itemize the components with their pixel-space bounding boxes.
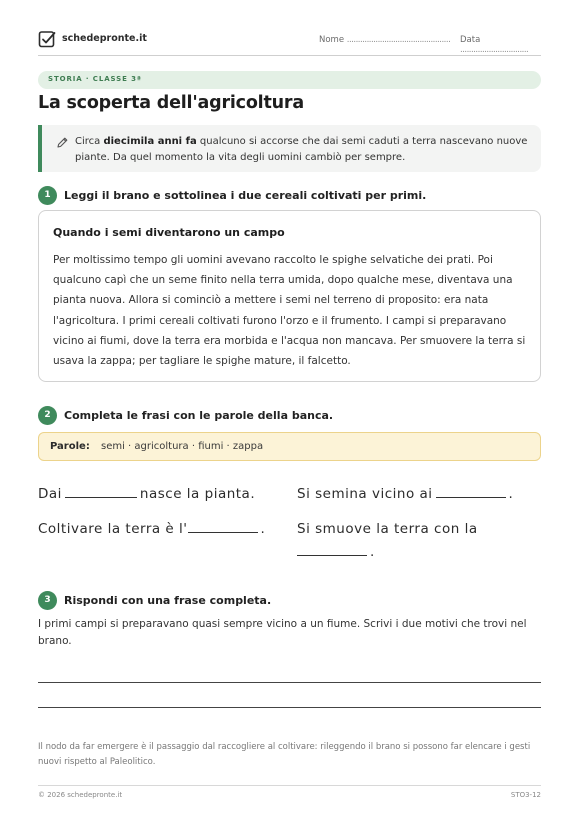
site-name: schedepronte.it [62,33,147,44]
answer-line[interactable] [38,707,541,708]
question-text: I primi campi si preparavano quasi sempre vicino a un fiume. Scrivi i due motivi che trovi nel brano. [38,618,527,647]
step-1-number: 1 [38,186,57,205]
step-2 [38,406,541,426]
intro-pre: Circa [75,136,104,147]
step-1-label: Leggi il brano e sottolinea i due cereali coltivati per primi. [64,189,427,202]
word-bank-words: semi · agricoltura · fiumi · zappa [101,441,264,452]
word-bank [38,432,541,461]
sentence-3 [38,521,265,537]
sentence-4-cont [297,544,375,560]
checkbox-doc-icon [38,30,56,48]
name-field [319,35,450,45]
sentence-1-pre: Dai [38,486,62,502]
footer-divider [38,785,541,786]
step-1 [38,186,541,206]
sentence-3-pre: Coltivare la terra è l' [38,521,188,537]
sentence-3-post: . [260,521,266,537]
reading-body: Per moltissimo tempo gli uomini avevano raccolto le spighe selvatiche dei prati. Poi qualcuno capì che un seme finito nella terra umida, dopo qualche mese, diventava una pianta nuova. Allora si cominciò a mettere i semi nel terreno di proposito: era nata l'agricoltura. I primi cereali coltivati furono l'orzo e il frumento. I campi si preparavano vicino ai fiumi, dove la terra era morbida e l'acqua non mancava. Per smuovere la terra si usava la zappa; per tagliare le spighe mature, il falcetto. [53,254,526,368]
sentence-1 [38,486,255,502]
name-dots: ............................................... [346,35,451,45]
blank-1[interactable] [65,497,137,498]
sentence-4-post: . [370,544,375,560]
reading-title: Quando i semi diventarono un campo [53,226,285,239]
blank-3[interactable] [188,532,258,533]
step-3-label: Rispondi con una frase completa. [64,594,272,607]
sentence-2 [297,486,513,502]
subject-tag-text: STORIA · CLASSE 3ª [48,75,142,83]
page-title: La scoperta dell'agricoltura [38,93,304,113]
blank-4[interactable] [297,555,367,556]
answer-line[interactable] [38,682,541,683]
date-field [460,35,541,55]
pencil-icon [56,136,69,149]
intro-post: qualcuno si accorse che dai semi caduti a terra nascevano nuove piante. Da quel momento la vita degli uomini cambiò per sempre. [75,136,528,163]
footer-copyright: © 2026 schedepronte.it [38,791,123,799]
intro-box [38,125,541,172]
sentence-2-pre: Si semina vicino ai [297,486,433,502]
word-bank-label: Parole: [50,441,90,452]
step-3 [38,591,541,611]
sentence-1-post: nasce la pianta. [139,486,256,502]
name-label: Nome [319,35,345,45]
step-2-label: Completa le frasi con le parole della banca. [64,409,334,422]
step-2-number: 2 [38,406,57,425]
sentence-4 [297,521,478,537]
intro-bold: diecimila anni fa [103,136,197,147]
subject-tag [38,71,541,89]
sentence-2-post: . [508,486,514,502]
page-header [38,30,541,56]
footer-code: STO3-12 [510,791,541,799]
date-dots: ............................... [460,45,529,55]
teacher-note: Il nodo da far emergere è il passaggio dal raccogliere al coltivare: rileggendo il brano si possono far elencare i gesti nuovi rispetto al Paleolitico. [38,742,531,767]
sentence-4-pre: Si smuove la terra con la [297,521,478,537]
step-3-number: 3 [38,591,57,610]
date-label: Data [460,35,481,45]
intro-text [75,134,535,166]
blank-2[interactable] [436,497,506,498]
reading-box [38,210,541,382]
